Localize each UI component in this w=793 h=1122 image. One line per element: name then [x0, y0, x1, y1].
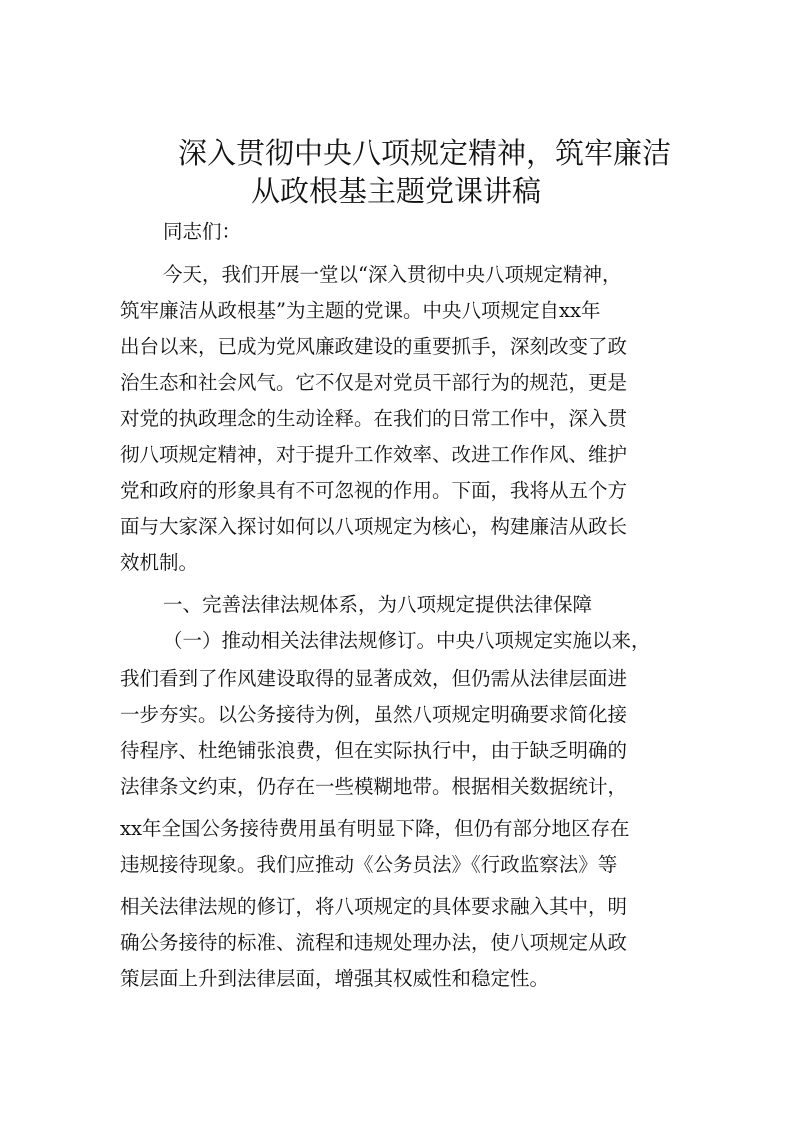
paragraph-line: 出台以来，已成为党风廉政建设的重要抓手，深刻改变了政 [120, 335, 628, 358]
paragraph-line: 筑牢廉洁从政根基”为主题的党课。中央八项规定自xx年 [120, 299, 601, 322]
paragraph-line: 面与大家深入探讨如何以八项规定为核心，构建廉洁从政长 [120, 515, 628, 538]
paragraph-line: 违规接待现象。我们应推动《公务员法》《行政监察法》等 [120, 853, 618, 876]
section-heading: 一、完善法律法规体系，为八项规定提供法律保障 [163, 593, 593, 616]
paragraph-line: 相关法律法规的修订，将八项规定的具体要求融入其中，明 [120, 895, 628, 918]
paragraph-line: 彻八项规定精神，对于提升工作效率、改进工作作风、维护 [120, 443, 628, 466]
paragraph-line: 治生态和社会风气。它不仅是对党员干部行为的规范，更是 [120, 371, 628, 394]
paragraph-line: （一）推动相关法律法规修订。中央八项规定实施以来， [163, 629, 651, 652]
paragraph-line: xx年全国公务接待费用虽有明显下降，但仍有部分地区存在 [120, 817, 630, 840]
paragraph-line: 党和政府的形象具有不可忽视的作用。下面，我将从五个方 [120, 479, 628, 502]
paragraph-line: 今天，我们开展一堂以“深入贯彻中央八项规定精神， [163, 263, 622, 286]
paragraph-line: 策层面上升到法律层面，增强其权威性和稳定性。 [120, 967, 550, 990]
paragraph-line: 确公务接待的标准、流程和违规处理办法，使八项规定从政 [120, 931, 628, 954]
document-title-line-2: 从政根基主题党课讲稿 [251, 174, 542, 208]
paragraph-line: 我们看到了作风建设取得的显著成效，但仍需从法律层面进 [120, 667, 628, 690]
greeting-line: 同志们： [163, 220, 242, 243]
paragraph-line: 待程序、杜绝铺张浪费，但在实际执行中，由于缺乏明确的 [120, 739, 628, 762]
paragraph-line: 一步夯实。以公务接待为例，虽然八项规定明确要求简化接 [120, 703, 628, 726]
paragraph-line: 效机制。 [120, 551, 199, 574]
document-title-line-1: 深入贯彻中央八项规定精神，筑牢廉洁 [178, 136, 672, 170]
paragraph-line: 法律条文约束，仍存在一些模糊地带。根据相关数据统计， [120, 775, 628, 798]
paragraph-line: 对党的执政理念的生动诠释。在我们的日常工作中，深入贯 [120, 407, 628, 430]
